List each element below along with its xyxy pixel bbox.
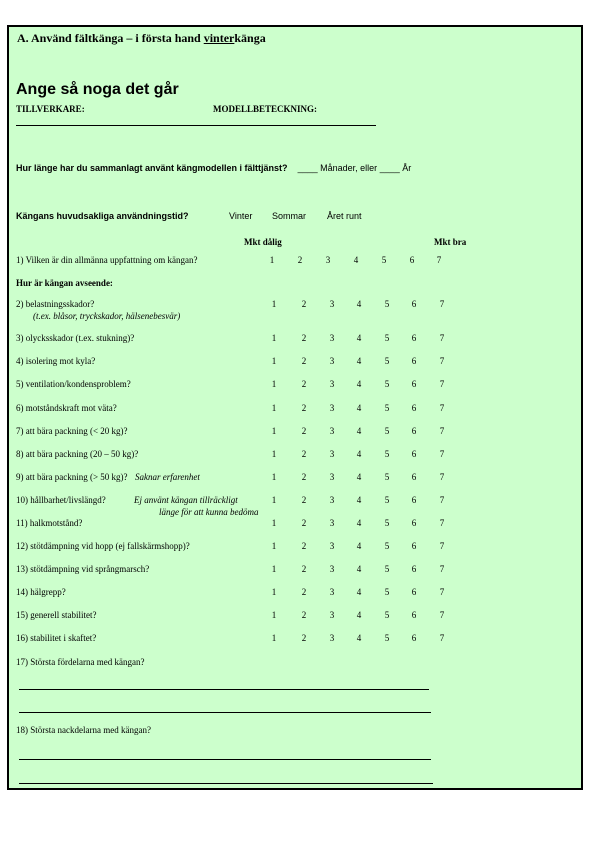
scale-high-label: Mkt bra bbox=[434, 237, 467, 247]
q1-rating-4[interactable]: 4 bbox=[353, 255, 359, 265]
item-label: 4) isolering mot kyla? bbox=[16, 356, 96, 366]
rating-option-1[interactable]: 1 bbox=[271, 403, 277, 413]
rating-option-5[interactable]: 5 bbox=[384, 633, 390, 643]
rating-option-7[interactable]: 7 bbox=[439, 564, 445, 574]
section-title bbox=[17, 31, 266, 46]
rating-option-2[interactable]: 2 bbox=[301, 379, 307, 389]
rating-option-2[interactable]: 2 bbox=[301, 495, 307, 505]
q17-label: 17) Största fördelarna med kängan? bbox=[16, 657, 145, 667]
rating-option-5[interactable]: 5 bbox=[384, 449, 390, 459]
item-label: 15) generell stabilitet? bbox=[16, 610, 97, 620]
item-aside[interactable]: Ej använt kängan tillräckligt bbox=[134, 495, 238, 505]
rating-option-4[interactable]: 4 bbox=[356, 333, 362, 343]
rating-option-4[interactable]: 4 bbox=[356, 610, 362, 620]
rating-option-4[interactable]: 4 bbox=[356, 379, 362, 389]
rating-option-1[interactable]: 1 bbox=[271, 426, 277, 436]
rating-option-1[interactable]: 1 bbox=[271, 356, 277, 366]
rating-option-5[interactable]: 5 bbox=[384, 426, 390, 436]
rating-option-3[interactable]: 3 bbox=[329, 495, 335, 505]
rating-option-2[interactable]: 2 bbox=[301, 610, 307, 620]
rating-option-4[interactable]: 4 bbox=[356, 633, 362, 643]
rating-option-3[interactable]: 3 bbox=[329, 541, 335, 551]
item-label: 8) att bära packning (20 – 50 kg)? bbox=[16, 449, 139, 459]
q1-rating-2[interactable]: 2 bbox=[297, 255, 303, 265]
rating-option-7[interactable]: 7 bbox=[439, 403, 445, 413]
rating-option-6[interactable]: 6 bbox=[411, 333, 417, 343]
rating-option-7[interactable]: 7 bbox=[439, 333, 445, 343]
rating-option-7[interactable]: 7 bbox=[439, 299, 445, 309]
q17-answer-line-1[interactable] bbox=[19, 689, 429, 690]
questionnaire-form bbox=[7, 25, 583, 790]
rating-option-7[interactable]: 7 bbox=[439, 610, 445, 620]
rating-option-5[interactable]: 5 bbox=[384, 356, 390, 366]
rating-option-5[interactable]: 5 bbox=[384, 403, 390, 413]
item-aside[interactable]: Saknar erfarenhet bbox=[135, 472, 200, 482]
rating-option-7[interactable]: 7 bbox=[439, 426, 445, 436]
rating-option-1[interactable]: 1 bbox=[271, 587, 277, 597]
rating-option-2[interactable]: 2 bbox=[301, 403, 307, 413]
rating-option-1[interactable]: 1 bbox=[271, 333, 277, 343]
rating-option-4[interactable]: 4 bbox=[356, 356, 362, 366]
rating-option-4[interactable]: 4 bbox=[356, 495, 362, 505]
rating-option-6[interactable]: 6 bbox=[411, 379, 417, 389]
rating-option-2[interactable]: 2 bbox=[301, 564, 307, 574]
rating-option-6[interactable]: 6 bbox=[411, 426, 417, 436]
rating-option-3[interactable]: 3 bbox=[329, 564, 335, 574]
rating-option-6[interactable]: 6 bbox=[411, 299, 417, 309]
rating-option-3[interactable]: 3 bbox=[329, 426, 335, 436]
rating-option-2[interactable]: 2 bbox=[301, 472, 307, 482]
rating-option-3[interactable]: 3 bbox=[329, 633, 335, 643]
months-blank[interactable]: ____ bbox=[297, 163, 318, 173]
option-winter[interactable]: Vinter bbox=[229, 211, 253, 221]
rating-option-1[interactable]: 1 bbox=[271, 299, 277, 309]
rating-option-7[interactable]: 7 bbox=[439, 472, 445, 482]
rating-option-3[interactable]: 3 bbox=[329, 299, 335, 309]
rating-option-1[interactable]: 1 bbox=[271, 610, 277, 620]
rating-option-6[interactable]: 6 bbox=[411, 356, 417, 366]
manufacturer-label: TILLVERKARE: bbox=[16, 104, 85, 114]
rating-option-2[interactable]: 2 bbox=[301, 426, 307, 436]
item-label: 12) stötdämpning vid hopp (ej fallskärmshopp)? bbox=[16, 541, 190, 551]
q1-rating-1[interactable]: 1 bbox=[269, 255, 275, 265]
rating-option-5[interactable]: 5 bbox=[384, 495, 390, 505]
option-summer[interactable]: Sommar bbox=[272, 211, 307, 221]
q18-answer-line-2[interactable] bbox=[19, 783, 433, 784]
rating-option-1[interactable]: 1 bbox=[271, 472, 277, 482]
rating-option-7[interactable]: 7 bbox=[439, 518, 445, 528]
rating-option-2[interactable]: 2 bbox=[301, 333, 307, 343]
rating-option-7[interactable]: 7 bbox=[439, 587, 445, 597]
rating-option-2[interactable]: 2 bbox=[301, 587, 307, 597]
item-label: 2) belastningsskador? bbox=[16, 299, 95, 309]
rating-option-6[interactable]: 6 bbox=[411, 541, 417, 551]
rating-option-2[interactable]: 2 bbox=[301, 518, 307, 528]
item-label: 13) stötdämpning vid språngmarsch? bbox=[16, 564, 150, 574]
rating-option-5[interactable]: 5 bbox=[384, 587, 390, 597]
q17-answer-line-2[interactable] bbox=[19, 712, 431, 713]
rating-option-4[interactable]: 4 bbox=[356, 541, 362, 551]
rating-option-1[interactable]: 1 bbox=[271, 541, 277, 551]
rating-option-7[interactable]: 7 bbox=[439, 449, 445, 459]
section-title-suffix: känga bbox=[234, 31, 266, 45]
rating-option-7[interactable]: 7 bbox=[439, 633, 445, 643]
rating-option-5[interactable]: 5 bbox=[384, 564, 390, 574]
model-label: MODELLBETECKNING: bbox=[213, 104, 318, 114]
rating-option-3[interactable]: 3 bbox=[329, 587, 335, 597]
rating-option-5[interactable]: 5 bbox=[384, 379, 390, 389]
rating-option-4[interactable]: 4 bbox=[356, 518, 362, 528]
aspect-heading: Hur är kängan avseende: bbox=[16, 278, 113, 288]
q18-label: 18) Största nackdelarna med kängan? bbox=[16, 725, 151, 735]
rating-option-4[interactable]: 4 bbox=[356, 564, 362, 574]
rating-option-4[interactable]: 4 bbox=[356, 449, 362, 459]
q1-rating-5[interactable]: 5 bbox=[381, 255, 387, 265]
section-title-text: A. Använd fältkänga – i första hand bbox=[17, 31, 204, 45]
usage-time-question: Hur länge har du sammanlagt använt kängmodellen i fälttjänst? bbox=[16, 163, 288, 173]
rating-option-5[interactable]: 5 bbox=[384, 472, 390, 482]
rating-option-3[interactable]: 3 bbox=[329, 356, 335, 366]
main-usage-question: Kängans huvudsakliga användningstid? bbox=[16, 211, 189, 221]
manufacturer-model-line[interactable] bbox=[16, 125, 376, 126]
rating-option-3[interactable]: 3 bbox=[329, 403, 335, 413]
item-label: 11) halkmotstånd? bbox=[16, 518, 83, 528]
item-note: (t.ex. blåsor, tryckskador, hälsenebesvär) bbox=[33, 311, 181, 321]
item-label: 14) hälgrepp? bbox=[16, 587, 66, 597]
rating-option-2[interactable]: 2 bbox=[301, 541, 307, 551]
item-label: 5) ventilation/kondensproblem? bbox=[16, 379, 131, 389]
rating-option-6[interactable]: 6 bbox=[411, 495, 417, 505]
rating-option-6[interactable]: 6 bbox=[411, 449, 417, 459]
item-label: 6) motståndskraft mot väta? bbox=[16, 403, 117, 413]
rating-option-4[interactable]: 4 bbox=[356, 472, 362, 482]
scale-low-label: Mkt dålig bbox=[244, 237, 282, 247]
rating-option-6[interactable]: 6 bbox=[411, 518, 417, 528]
rating-option-5[interactable]: 5 bbox=[384, 610, 390, 620]
usage-time-row bbox=[16, 163, 411, 173]
rating-option-6[interactable]: 6 bbox=[411, 403, 417, 413]
rating-option-6[interactable]: 6 bbox=[411, 472, 417, 482]
q1-rating-3[interactable]: 3 bbox=[325, 255, 331, 265]
rating-option-6[interactable]: 6 bbox=[411, 564, 417, 574]
rating-option-7[interactable]: 7 bbox=[439, 495, 445, 505]
years-blank[interactable]: ____ bbox=[379, 163, 400, 173]
rating-option-2[interactable]: 2 bbox=[301, 633, 307, 643]
rating-option-1[interactable]: 1 bbox=[271, 564, 277, 574]
item-label: 9) att bära packning (> 50 kg)? bbox=[16, 472, 128, 482]
rating-option-3[interactable]: 3 bbox=[329, 518, 335, 528]
rating-option-3[interactable]: 3 bbox=[329, 333, 335, 343]
rating-option-7[interactable]: 7 bbox=[439, 356, 445, 366]
item-label: 10) hållbarhet/livslängd? bbox=[16, 495, 106, 505]
item-aside-continued: länge för att kunna bedöma bbox=[159, 507, 259, 517]
years-label: År bbox=[402, 163, 412, 173]
rating-option-3[interactable]: 3 bbox=[329, 610, 335, 620]
rating-option-7[interactable]: 7 bbox=[439, 379, 445, 389]
item-label: 3) olycksskador (t.ex. stukning)? bbox=[16, 333, 135, 343]
rating-option-5[interactable]: 5 bbox=[384, 541, 390, 551]
rating-option-4[interactable]: 4 bbox=[356, 299, 362, 309]
q1-rating-7[interactable]: 7 bbox=[436, 255, 442, 265]
q1-rating-6[interactable]: 6 bbox=[409, 255, 415, 265]
rating-option-6[interactable]: 6 bbox=[411, 610, 417, 620]
q18-answer-line-1[interactable] bbox=[19, 759, 431, 760]
option-year-round[interactable]: Året runt bbox=[327, 211, 362, 221]
rating-option-1[interactable]: 1 bbox=[271, 633, 277, 643]
rating-option-5[interactable]: 5 bbox=[384, 518, 390, 528]
rating-option-3[interactable]: 3 bbox=[329, 379, 335, 389]
rating-option-4[interactable]: 4 bbox=[356, 426, 362, 436]
rating-option-1[interactable]: 1 bbox=[271, 449, 277, 459]
item-label: 7) att bära packning (< 20 kg)? bbox=[16, 426, 128, 436]
rating-option-5[interactable]: 5 bbox=[384, 299, 390, 309]
rating-option-1[interactable]: 1 bbox=[271, 495, 277, 505]
section-title-underlined: vinter bbox=[203, 31, 235, 45]
rating-option-5[interactable]: 5 bbox=[384, 333, 390, 343]
rating-option-1[interactable]: 1 bbox=[271, 518, 277, 528]
rating-option-3[interactable]: 3 bbox=[329, 449, 335, 459]
q1-label: 1) Vilken är din allmänna uppfattning om kängan? bbox=[16, 255, 198, 265]
months-label: Månader, eller bbox=[320, 163, 378, 173]
item-label: 16) stabilitet i skaftet? bbox=[16, 633, 97, 643]
rating-option-4[interactable]: 4 bbox=[356, 587, 362, 597]
page-heading: Ange så noga det går bbox=[16, 81, 179, 98]
rating-option-2[interactable]: 2 bbox=[301, 299, 307, 309]
rating-option-6[interactable]: 6 bbox=[411, 587, 417, 597]
rating-option-3[interactable]: 3 bbox=[329, 472, 335, 482]
rating-option-1[interactable]: 1 bbox=[271, 379, 277, 389]
rating-option-2[interactable]: 2 bbox=[301, 356, 307, 366]
rating-option-6[interactable]: 6 bbox=[411, 633, 417, 643]
rating-option-7[interactable]: 7 bbox=[439, 541, 445, 551]
rating-option-2[interactable]: 2 bbox=[301, 449, 307, 459]
rating-option-4[interactable]: 4 bbox=[356, 403, 362, 413]
